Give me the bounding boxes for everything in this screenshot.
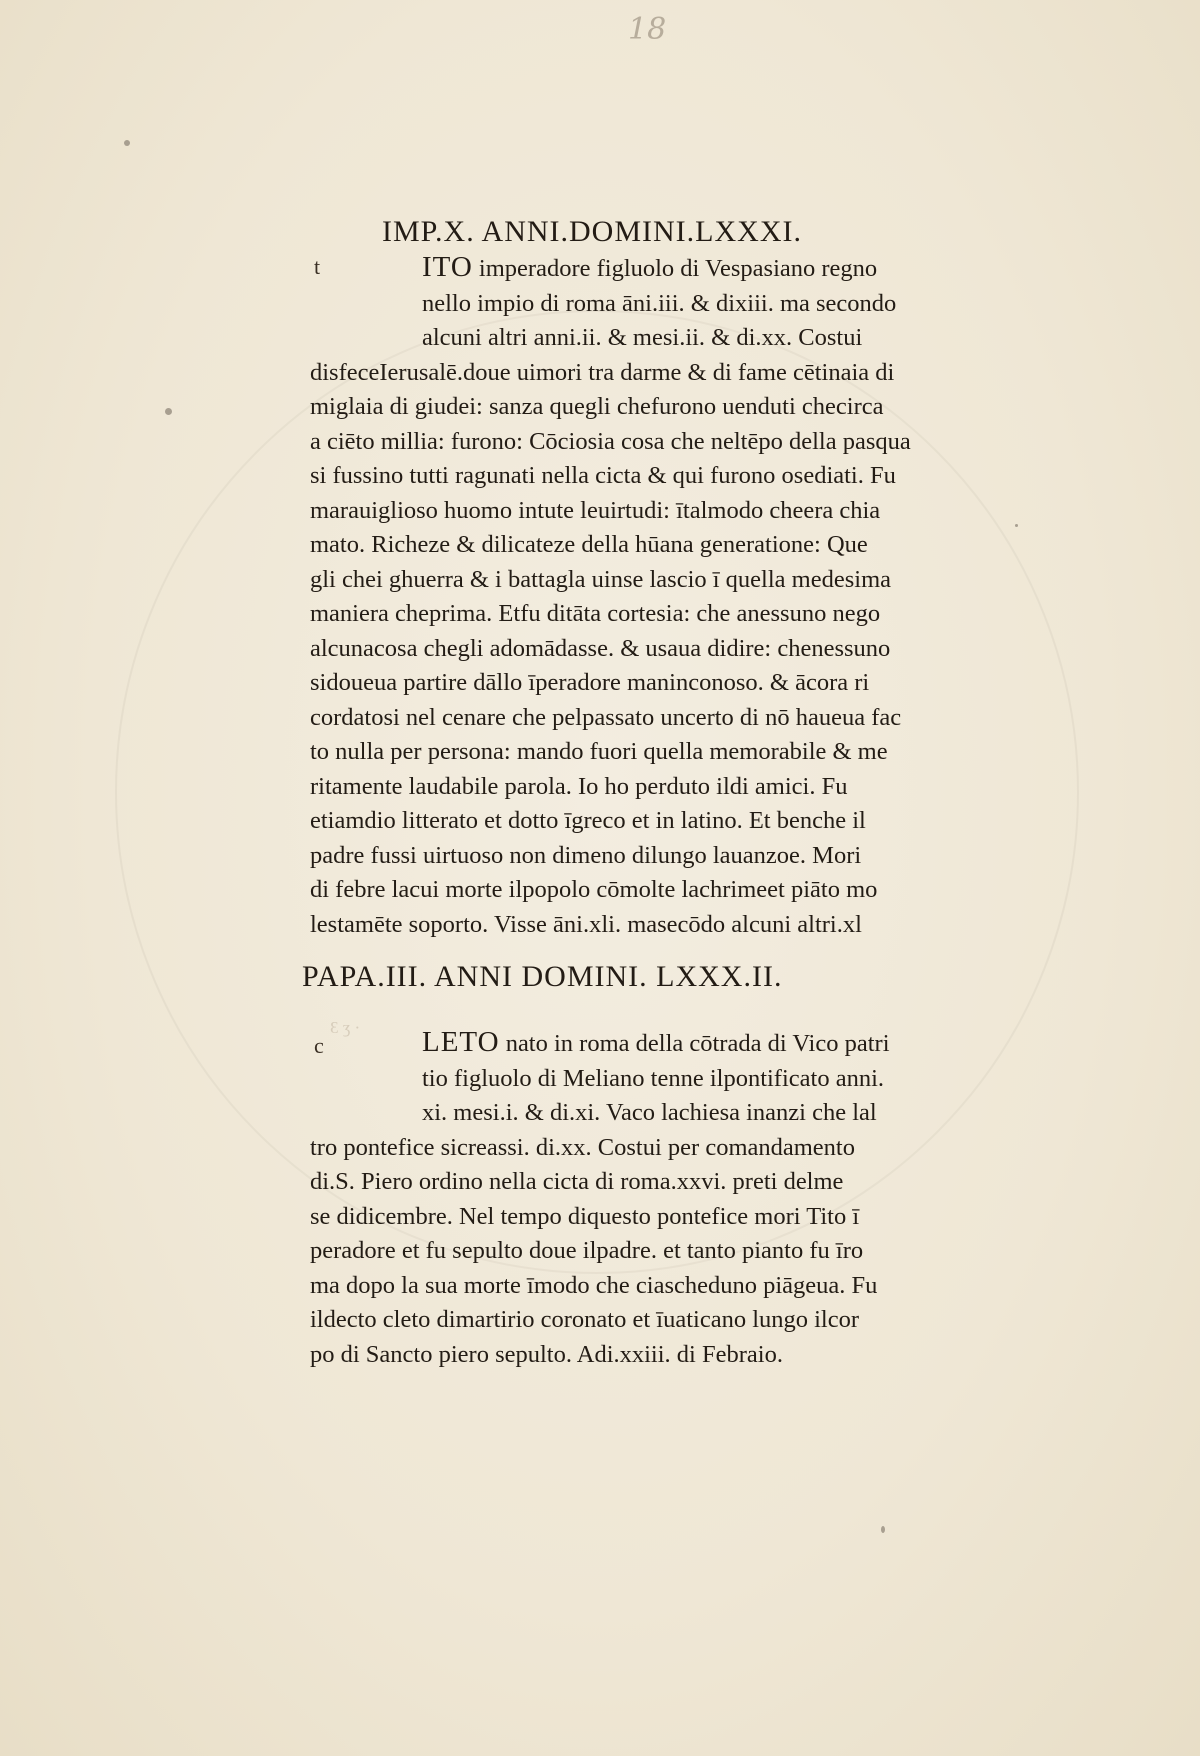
text-line [310, 356, 911, 391]
text-line [310, 1234, 890, 1269]
initial-word: LETO [422, 1026, 500, 1058]
line-text: di febre lacui morte ilpopolo cōmolte lachrimeet piāto mo [310, 876, 878, 903]
line-text: cordatosi nel cenare che pelpassato uncerto di nō haueua fac [310, 703, 902, 731]
line-text: lestamēte soporto. Visse āni.xli. masecōdo alcuni altri.xl [310, 910, 862, 938]
line-text: xi. mesi.i. & di.xi. Vaco lachiesa inanzi che lal [422, 1099, 877, 1126]
text-line [310, 839, 911, 874]
text-line [310, 1269, 890, 1304]
line-text: etiamdio litterato et dotto īgreco et in latino. Et benche il [310, 807, 866, 834]
text-line [310, 425, 911, 460]
line-text: tro pontefice sicreassi. di.xx. Costui per comandamento [310, 1133, 855, 1161]
line-text: nello impio di roma āni.iii. & dixiii. ma secondo [422, 289, 897, 317]
line-text: a ciēto millia: furono: Cōciosia cosa che neltēpo della pasqua [310, 427, 911, 455]
initial-word: ITO [422, 251, 473, 283]
line-text: ma dopo la sua morte īmodo che ciascheduno piāgeua. Fu [310, 1271, 878, 1299]
text-line [310, 250, 911, 287]
text-line [310, 1338, 890, 1373]
text-line [310, 632, 911, 667]
paper-speck [165, 408, 172, 415]
line-text: maniera cheprima. Etfu ditāta cortesia: che anessuno nego [310, 600, 881, 627]
text-line [310, 770, 911, 805]
paper-speck [881, 1526, 885, 1533]
section2-heading: PAPA.III. ANNI DOMINI. LXXX.II. [302, 960, 783, 993]
text-line [310, 459, 911, 494]
text-line [310, 804, 911, 839]
line-text: di.S. Piero ordino nella cicta di roma.xxvi. preti delme [310, 1168, 844, 1195]
line-text: to nulla per persona: mando fuori quella memorabile & me [310, 738, 888, 765]
line-text: imperadore figluolo di Vespasiano regno [472, 255, 878, 282]
line-text: se didicembre. Nel tempo diquesto pontefice mori Tito ī [310, 1202, 860, 1230]
text-line [310, 563, 911, 598]
line-text: peradore et fu sepulto doue ilpadre. et tanto pianto fu īro [310, 1237, 864, 1264]
text-line [310, 597, 911, 632]
text-line [310, 1131, 890, 1166]
line-text: tio figluolo di Meliano tenne ilpontificato anni. [422, 1064, 885, 1092]
section1-guide-letter: t [314, 254, 321, 279]
folio-number: 18 [628, 12, 667, 47]
text-line [310, 321, 911, 356]
text-line [310, 735, 911, 770]
text-line [310, 1062, 890, 1097]
section1-heading: IMP.X. ANNI.DOMINI.LXXXI. [382, 215, 802, 248]
text-line [310, 666, 911, 701]
line-text: nato in roma della cōtrada di Vico patri [499, 1030, 890, 1057]
line-text: si fussino tutti ragunati nella cicta & qui furono osediati. Fu [310, 462, 896, 489]
line-text: disfeceIerusalē.doue uimori tra darme & di fame cētinaia di [310, 358, 895, 386]
text-line [310, 908, 911, 943]
text-line [310, 528, 911, 563]
section2-guide-letter: c [314, 1033, 324, 1058]
line-text: po di Sancto piero sepulto. Adi.xxiii. di Febraio. [310, 1340, 783, 1368]
line-text: miglaia di giudei: sanza quegli chefurono uenduti checirca [310, 393, 884, 420]
line-text: mato. Richeze & dilicateze della hūana generatione: Que [310, 531, 868, 558]
text-line [310, 1096, 890, 1131]
text-line [310, 1165, 890, 1200]
line-text: alcuni altri anni.ii. & mesi.ii. & di.xx. Costui [422, 324, 863, 351]
text-line [310, 287, 911, 322]
line-text: padre fussi uirtuoso non dimeno dilungo lauanzoe. Mori [310, 841, 862, 869]
line-text: marauiglioso huomo intute leuirtudi: ītalmodo cheera chia [310, 496, 881, 524]
text-line [310, 873, 911, 908]
line-text: ritamente laudabile parola. Io ho perduto ildi amici. Fu [310, 772, 848, 800]
line-text: gli chei ghuerra & i battagla uinse lascio ī quella medesima [310, 565, 892, 593]
text-line [310, 494, 911, 529]
text-line [310, 1303, 890, 1338]
text-line [310, 1025, 890, 1062]
section1-text [310, 250, 911, 942]
section2-text [310, 1025, 890, 1372]
line-text: ildecto cleto dimartirio coronato et īuaticano lungo ilcor [310, 1306, 860, 1333]
paper-speck [1015, 524, 1018, 527]
text-line [310, 1200, 890, 1235]
text-line [310, 390, 911, 425]
show-through-text: Ɛ ʒ · [330, 1018, 361, 1037]
text-line [310, 701, 911, 736]
paper-speck [124, 140, 130, 146]
line-text: alcunacosa chegli adomādasse. & usaua didire: chenessuno [310, 634, 891, 662]
line-text: sidoueua partire dāllo īperadore maninconoso. & ācora ri [310, 669, 870, 696]
